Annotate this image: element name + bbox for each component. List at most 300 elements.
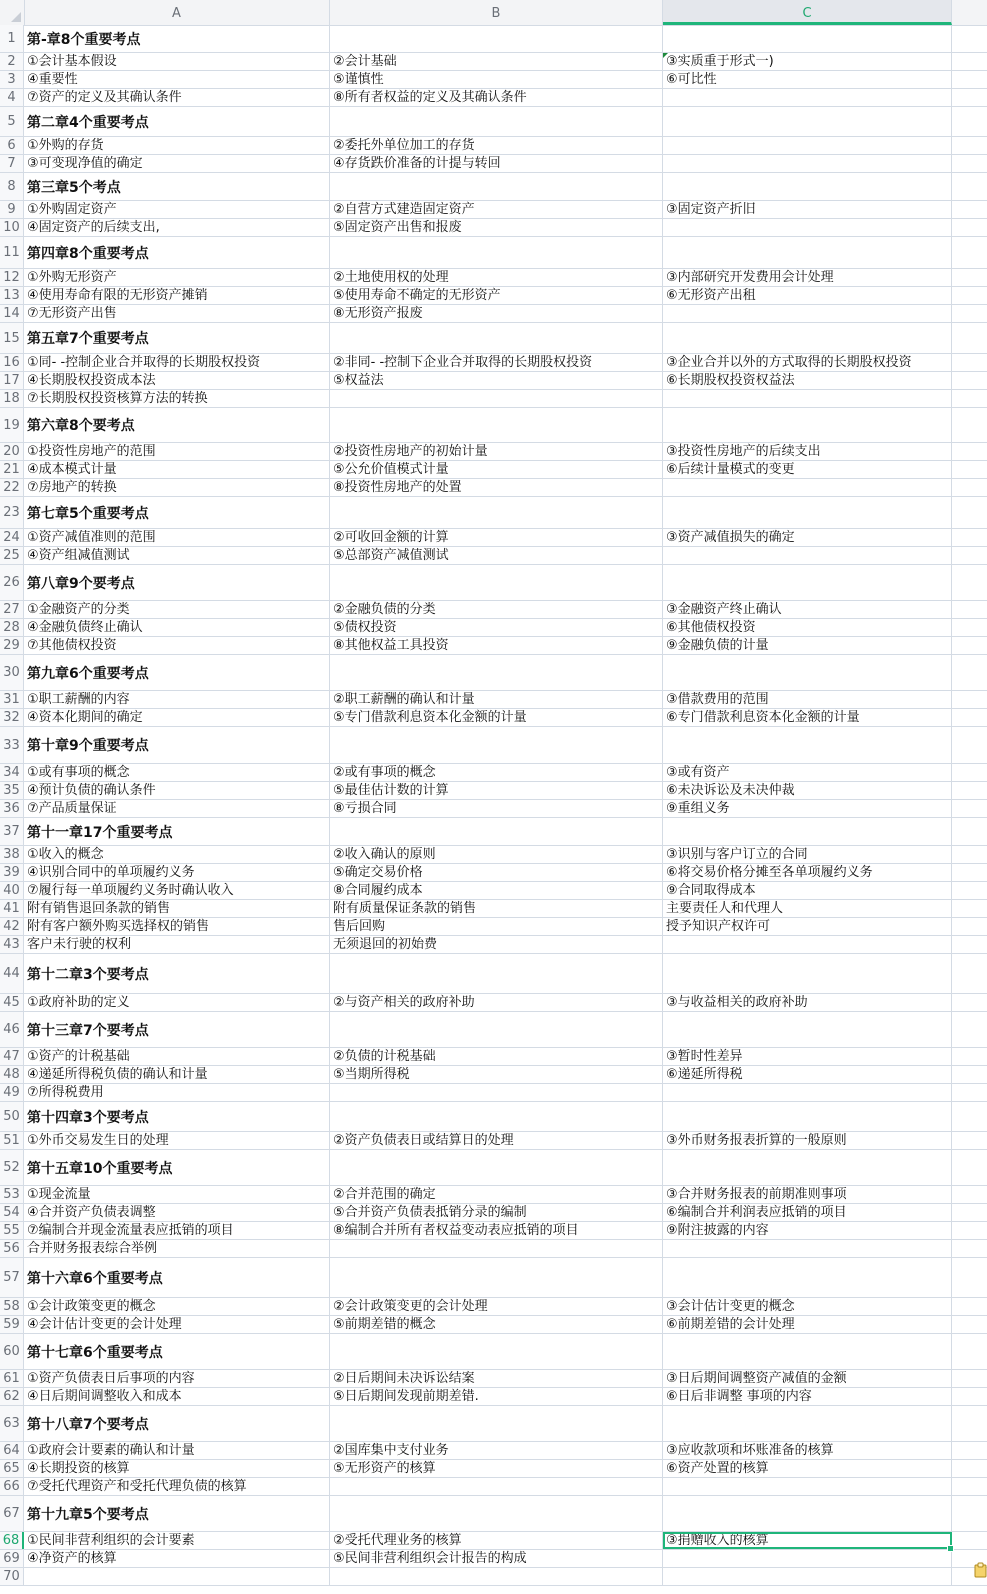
row-header[interactable]: 16 xyxy=(0,354,24,371)
cell-text: 第十章9个重要考点 xyxy=(27,738,149,754)
cell-d[interactable] xyxy=(952,918,987,935)
cell-b[interactable] xyxy=(330,565,663,600)
cell-d[interactable] xyxy=(952,1316,987,1333)
cell-d[interactable] xyxy=(952,954,987,993)
cell-d[interactable] xyxy=(952,1496,987,1531)
cell-d[interactable] xyxy=(952,727,987,763)
cell-c[interactable] xyxy=(663,89,952,106)
row-header[interactable]: 32 xyxy=(0,709,24,726)
fill-handle[interactable] xyxy=(947,1545,954,1552)
cell-d[interactable] xyxy=(952,637,987,654)
chapter-heading-cell[interactable] xyxy=(24,1334,330,1369)
cell-c[interactable] xyxy=(663,1334,952,1369)
row-header[interactable]: 51 xyxy=(0,1132,24,1149)
cell-b[interactable] xyxy=(330,1478,663,1495)
row-header[interactable]: 24 xyxy=(0,529,24,546)
cell-b[interactable] xyxy=(330,1388,663,1405)
paste-options-icon[interactable] xyxy=(974,1562,987,1578)
row-header[interactable]: 27 xyxy=(0,601,24,618)
cell-a[interactable] xyxy=(24,89,330,106)
row-header[interactable]: 64 xyxy=(0,1442,24,1459)
cell-d[interactable] xyxy=(952,1478,987,1495)
row-header[interactable]: 56 xyxy=(0,1240,24,1257)
number-as-text-indicator-icon[interactable] xyxy=(663,53,668,58)
row-header[interactable]: 50 xyxy=(0,1102,24,1131)
row-header[interactable]: 52 xyxy=(0,1150,24,1185)
row-header[interactable]: 35 xyxy=(0,782,24,799)
cell-d[interactable] xyxy=(952,305,987,322)
cell-d[interactable] xyxy=(952,372,987,389)
cell-d[interactable] xyxy=(952,619,987,636)
column-header-a[interactable]: A xyxy=(24,0,330,25)
row-header[interactable]: 55 xyxy=(0,1222,24,1239)
cell-text: ④递延所得税负债的确认和计量 xyxy=(27,1067,208,1082)
cell-c[interactable] xyxy=(663,71,952,88)
row-header[interactable]: 26 xyxy=(0,565,24,600)
cell-c[interactable] xyxy=(663,323,952,353)
cell-c[interactable] xyxy=(663,155,952,172)
row-header[interactable]: 60 xyxy=(0,1334,24,1369)
column-header-b[interactable]: B xyxy=(330,0,663,25)
cell-b[interactable] xyxy=(330,727,663,763)
cell-a[interactable] xyxy=(24,1568,330,1585)
chapter-heading-cell[interactable] xyxy=(24,497,330,528)
cell-d[interactable] xyxy=(952,655,987,690)
row-header[interactable]: 34 xyxy=(0,764,24,781)
row-header[interactable]: 65 xyxy=(0,1460,24,1477)
row-header[interactable]: 8 xyxy=(0,173,24,200)
row-header[interactable]: 42 xyxy=(0,918,24,935)
cell-text: 合并财务报表综合举例 xyxy=(27,1241,158,1256)
cell-b[interactable] xyxy=(330,89,663,106)
row-header[interactable]: 25 xyxy=(0,547,24,564)
row-header[interactable]: 28 xyxy=(0,619,24,636)
cell-c[interactable] xyxy=(663,936,952,953)
cell-b[interactable] xyxy=(330,1084,663,1101)
cell-b[interactable] xyxy=(330,1406,663,1441)
cell-c[interactable] xyxy=(663,497,952,528)
row-header[interactable]: 66 xyxy=(0,1478,24,1495)
cell-d[interactable] xyxy=(952,1334,987,1369)
cell-c[interactable] xyxy=(663,1102,952,1131)
cell-c[interactable] xyxy=(663,107,952,136)
row-header[interactable]: 6 xyxy=(0,137,24,154)
row-header[interactable]: 14 xyxy=(0,305,24,322)
chapter-heading-cell[interactable] xyxy=(24,1012,330,1047)
cell-text: ②资产负债表日或结算日的处理 xyxy=(333,1133,514,1148)
row-header[interactable]: 21 xyxy=(0,461,24,478)
cell-c[interactable] xyxy=(663,1460,952,1477)
row-header[interactable]: 5 xyxy=(0,107,24,136)
cell-b[interactable] xyxy=(330,219,663,236)
cell-d[interactable] xyxy=(952,390,987,407)
cell-b[interactable] xyxy=(330,1240,663,1257)
cell-b[interactable] xyxy=(330,709,663,726)
chapter-heading-cell[interactable] xyxy=(24,237,330,268)
cell-a[interactable] xyxy=(24,547,330,564)
row-header[interactable]: 18 xyxy=(0,390,24,407)
row-header[interactable]: 70 xyxy=(0,1568,24,1585)
row-header[interactable]: 2 xyxy=(0,53,24,70)
cell-c[interactable] xyxy=(663,1316,952,1333)
cell-d[interactable] xyxy=(952,601,987,618)
cell-c[interactable] xyxy=(663,1496,952,1531)
cell-c[interactable] xyxy=(663,994,952,1011)
cell-b[interactable] xyxy=(330,655,663,690)
cell-c[interactable] xyxy=(663,655,952,690)
cell-a[interactable] xyxy=(24,936,330,953)
chapter-heading-cell[interactable] xyxy=(24,408,330,442)
cell-d[interactable] xyxy=(952,1102,987,1131)
cell-d[interactable] xyxy=(952,818,987,845)
row-header[interactable]: 67 xyxy=(0,1496,24,1531)
row-header[interactable]: 39 xyxy=(0,864,24,881)
row-header[interactable]: 30 xyxy=(0,655,24,690)
row-header[interactable]: 15 xyxy=(0,323,24,353)
cell-b[interactable] xyxy=(330,800,663,817)
cell-b[interactable] xyxy=(330,1066,663,1083)
cell-text: ③实质重于形式一) xyxy=(666,54,774,69)
cell-d[interactable] xyxy=(952,782,987,799)
cell-c[interactable] xyxy=(663,800,952,817)
cell-b[interactable] xyxy=(330,1222,663,1239)
cell-d[interactable] xyxy=(952,1186,987,1203)
cell-c[interactable] xyxy=(663,1240,952,1257)
cell-a[interactable] xyxy=(24,709,330,726)
cell-b[interactable] xyxy=(330,954,663,993)
cell-c[interactable] xyxy=(663,1150,952,1185)
cell-a[interactable] xyxy=(24,1316,330,1333)
cell-c[interactable] xyxy=(663,390,952,407)
cell-c[interactable] xyxy=(663,818,952,845)
cell-d[interactable] xyxy=(952,900,987,917)
cell-d[interactable] xyxy=(952,107,987,136)
row-header[interactable]: 17 xyxy=(0,372,24,389)
cell-b[interactable] xyxy=(330,1460,663,1477)
cell-text: ①资产负债表日后事项的内容 xyxy=(27,1371,195,1386)
cell-c[interactable] xyxy=(663,1478,952,1495)
cell-c[interactable] xyxy=(663,219,952,236)
cell-d[interactable] xyxy=(952,994,987,1011)
cell-c[interactable] xyxy=(663,173,952,200)
cell-text: ③暂时性差异 xyxy=(666,1049,743,1064)
cell-c[interactable] xyxy=(663,1550,952,1567)
cell-d[interactable] xyxy=(952,323,987,353)
cell-b[interactable] xyxy=(330,547,663,564)
cell-c[interactable] xyxy=(663,1012,952,1047)
cell-d[interactable] xyxy=(952,882,987,899)
cell-d[interactable] xyxy=(952,269,987,286)
cell-b[interactable] xyxy=(330,173,663,200)
cell-a[interactable] xyxy=(24,1240,330,1257)
cell-c[interactable] xyxy=(663,461,952,478)
row-header[interactable]: 38 xyxy=(0,846,24,863)
chapter-heading-cell[interactable] xyxy=(24,107,330,136)
cell-d[interactable] xyxy=(952,936,987,953)
row-header[interactable]: 44 xyxy=(0,954,24,993)
cell-d[interactable] xyxy=(952,408,987,442)
cell-d[interactable] xyxy=(952,1370,987,1387)
cell-text: ⑥长期股权投资权益法 xyxy=(666,373,795,388)
cell-c[interactable] xyxy=(663,287,952,304)
cell-c[interactable] xyxy=(663,954,952,993)
cell-d[interactable] xyxy=(952,443,987,460)
cell-text: ①会计基本假设 xyxy=(27,54,117,69)
cell-b[interactable] xyxy=(330,390,663,407)
cell-a[interactable] xyxy=(24,1132,330,1149)
chapter-heading-cell[interactable] xyxy=(24,173,330,200)
cell-c[interactable] xyxy=(663,529,952,546)
row-header[interactable]: 1 xyxy=(0,25,24,52)
cell-text: ④长期股权投资成本法 xyxy=(27,373,156,388)
row-header[interactable]: 53 xyxy=(0,1186,24,1203)
cell-text: ③借款费用的范围 xyxy=(666,692,769,707)
cell-text: ②会计基础 xyxy=(333,54,397,69)
cell-c[interactable] xyxy=(663,727,952,763)
cell-d[interactable] xyxy=(952,237,987,268)
cell-b[interactable] xyxy=(330,1258,663,1297)
cell-d[interactable] xyxy=(952,1240,987,1257)
cell-c[interactable] xyxy=(663,137,952,154)
cell-c[interactable] xyxy=(663,547,952,564)
cell-b[interactable] xyxy=(330,305,663,322)
cell-text: ⑧编制合并所有者权益变动表应抵销的项目 xyxy=(333,1223,579,1238)
cell-b[interactable] xyxy=(330,1102,663,1131)
cell-b[interactable] xyxy=(330,107,663,136)
cell-a[interactable] xyxy=(24,994,330,1011)
cell-d[interactable] xyxy=(952,479,987,496)
chapter-heading-cell[interactable] xyxy=(24,655,330,690)
cell-c[interactable] xyxy=(663,479,952,496)
cell-a[interactable] xyxy=(24,1084,330,1101)
cell-a[interactable] xyxy=(24,479,330,496)
chapter-heading-cell[interactable] xyxy=(24,954,330,993)
cell-c[interactable] xyxy=(663,918,952,935)
cell-a[interactable] xyxy=(24,1550,330,1567)
row-header[interactable]: 33 xyxy=(0,727,24,763)
cell-d[interactable] xyxy=(952,709,987,726)
column-header-c[interactable]: C xyxy=(663,0,952,25)
row-header[interactable]: 48 xyxy=(0,1066,24,1083)
cell-text: 第二章4个重要考点 xyxy=(27,114,149,131)
row-header[interactable]: 23 xyxy=(0,497,24,528)
cell-d[interactable] xyxy=(952,89,987,106)
cell-b[interactable] xyxy=(330,936,663,953)
table-row xyxy=(0,1496,987,1532)
row-header[interactable]: 59 xyxy=(0,1316,24,1333)
cell-b[interactable] xyxy=(330,1150,663,1185)
row-header[interactable]: 63 xyxy=(0,1406,24,1441)
cell-c[interactable] xyxy=(663,1406,952,1441)
cell-b[interactable] xyxy=(330,637,663,654)
cell-c[interactable] xyxy=(663,1388,952,1405)
cell-d[interactable] xyxy=(952,1406,987,1441)
cell-text: ④净资产的核算 xyxy=(27,1551,117,1566)
cell-d[interactable] xyxy=(952,1066,987,1083)
cell-b[interactable] xyxy=(330,1132,663,1149)
cell-a[interactable] xyxy=(24,219,330,236)
row-header[interactable]: 41 xyxy=(0,900,24,917)
cell-d[interactable] xyxy=(952,1532,987,1549)
row-header[interactable]: 45 xyxy=(0,994,24,1011)
cell-d[interactable] xyxy=(952,800,987,817)
row-header[interactable]: 46 xyxy=(0,1012,24,1047)
cell-d[interactable] xyxy=(952,287,987,304)
chapter-heading-cell[interactable] xyxy=(24,323,330,353)
cell-text: ⑥后续计量模式的变更 xyxy=(666,462,795,477)
cell-d[interactable] xyxy=(952,1084,987,1101)
row-header[interactable]: 36 xyxy=(0,800,24,817)
column-header-d[interactable] xyxy=(952,0,987,25)
cell-text: ⑤日后期间发现前期差错. xyxy=(333,1389,479,1404)
row-header[interactable]: 43 xyxy=(0,936,24,953)
row-header[interactable]: 62 xyxy=(0,1388,24,1405)
cell-b[interactable] xyxy=(330,25,663,52)
row-header[interactable]: 57 xyxy=(0,1258,24,1297)
cell-b[interactable] xyxy=(330,408,663,442)
cell-b[interactable] xyxy=(330,818,663,845)
cell-c[interactable] xyxy=(663,408,952,442)
row-header[interactable]: 22 xyxy=(0,479,24,496)
cell-d[interactable] xyxy=(952,461,987,478)
cell-c[interactable] xyxy=(663,25,952,52)
cell-c[interactable] xyxy=(663,372,952,389)
cell-b[interactable] xyxy=(330,1550,663,1567)
cell-d[interactable] xyxy=(952,1012,987,1047)
cell-d[interactable] xyxy=(952,1150,987,1185)
cell-d[interactable] xyxy=(952,565,987,600)
cell-c[interactable] xyxy=(663,1132,952,1149)
cell-c[interactable] xyxy=(663,1084,952,1101)
cell-b[interactable] xyxy=(330,155,663,172)
cell-c[interactable] xyxy=(663,1258,952,1297)
cell-d[interactable] xyxy=(952,1298,987,1315)
cell-d[interactable] xyxy=(952,864,987,881)
cell-d[interactable] xyxy=(952,1204,987,1221)
cell-b[interactable] xyxy=(330,994,663,1011)
select-all-corner[interactable] xyxy=(0,0,25,25)
cell-d[interactable] xyxy=(952,1048,987,1065)
cell-d[interactable] xyxy=(952,1442,987,1459)
row-header[interactable]: 58 xyxy=(0,1298,24,1315)
cell-text: ④资本化期间的确定 xyxy=(27,710,143,725)
cell-d[interactable] xyxy=(952,53,987,70)
cell-c[interactable] xyxy=(663,1222,952,1239)
cell-d[interactable] xyxy=(952,1258,987,1297)
cell-b[interactable] xyxy=(330,1496,663,1531)
row-header[interactable]: 10 xyxy=(0,219,24,236)
cell-d[interactable] xyxy=(952,846,987,863)
cell-c[interactable] xyxy=(663,637,952,654)
cell-d[interactable] xyxy=(952,1222,987,1239)
cell-b[interactable] xyxy=(330,1316,663,1333)
row-header[interactable]: 3 xyxy=(0,71,24,88)
cell-d[interactable] xyxy=(952,354,987,371)
row-header[interactable]: 4 xyxy=(0,89,24,106)
cell-b[interactable] xyxy=(330,1568,663,1585)
cell-d[interactable] xyxy=(952,219,987,236)
cell-d[interactable] xyxy=(952,1388,987,1405)
cell-d[interactable] xyxy=(952,691,987,708)
cell-c[interactable] xyxy=(663,1532,952,1549)
cell-b[interactable] xyxy=(330,479,663,496)
row-header[interactable]: 9 xyxy=(0,201,24,218)
cell-d[interactable] xyxy=(952,137,987,154)
row-header[interactable]: 11 xyxy=(0,237,24,268)
cell-text: ⑤无形资产的核算 xyxy=(333,1461,436,1476)
row-header[interactable]: 68 xyxy=(0,1532,24,1549)
chapter-heading-cell[interactable] xyxy=(24,1258,330,1297)
cell-c[interactable] xyxy=(663,305,952,322)
cell-d[interactable] xyxy=(952,764,987,781)
cell-c[interactable] xyxy=(663,201,952,218)
row-header[interactable]: 13 xyxy=(0,287,24,304)
cell-a[interactable] xyxy=(24,637,330,654)
row-header[interactable]: 47 xyxy=(0,1048,24,1065)
row-header[interactable]: 37 xyxy=(0,818,24,845)
chapter-heading-cell[interactable] xyxy=(24,818,330,845)
row-header[interactable]: 54 xyxy=(0,1204,24,1221)
cell-c[interactable] xyxy=(663,709,952,726)
chapter-heading-cell[interactable] xyxy=(24,1406,330,1441)
cell-d[interactable] xyxy=(952,201,987,218)
cell-a[interactable] xyxy=(24,305,330,322)
cell-b[interactable] xyxy=(330,497,663,528)
cell-d[interactable] xyxy=(952,71,987,88)
row-header[interactable]: 31 xyxy=(0,691,24,708)
cell-b[interactable] xyxy=(330,237,663,268)
row-header[interactable]: 49 xyxy=(0,1084,24,1101)
chapter-heading-cell[interactable] xyxy=(24,1102,330,1131)
cell-a[interactable] xyxy=(24,155,330,172)
cell-a[interactable] xyxy=(24,1478,330,1495)
cell-b[interactable] xyxy=(330,1012,663,1047)
cell-a[interactable] xyxy=(24,800,330,817)
cell-b[interactable] xyxy=(330,372,663,389)
cell-d[interactable] xyxy=(952,497,987,528)
chapter-heading-cell[interactable] xyxy=(24,727,330,763)
cell-c[interactable] xyxy=(663,1066,952,1083)
row-header[interactable]: 69 xyxy=(0,1550,24,1567)
chapter-heading-cell[interactable] xyxy=(24,1150,330,1185)
cell-c[interactable] xyxy=(663,237,952,268)
chapter-heading-cell[interactable] xyxy=(24,1496,330,1531)
cell-d[interactable] xyxy=(952,173,987,200)
cell-text: ②受托代理业务的核算 xyxy=(333,1533,462,1548)
cell-b[interactable] xyxy=(330,1334,663,1369)
row-header[interactable]: 20 xyxy=(0,443,24,460)
cell-d[interactable] xyxy=(952,529,987,546)
chapter-heading-cell[interactable] xyxy=(24,565,330,600)
cell-c[interactable] xyxy=(663,565,952,600)
cell-c[interactable] xyxy=(663,1568,952,1585)
cell-b[interactable] xyxy=(330,323,663,353)
row-header[interactable]: 12 xyxy=(0,269,24,286)
row-header[interactable]: 19 xyxy=(0,408,24,442)
row-header[interactable]: 7 xyxy=(0,155,24,172)
row-header[interactable]: 29 xyxy=(0,637,24,654)
cell-a[interactable] xyxy=(24,390,330,407)
row-header[interactable]: 61 xyxy=(0,1370,24,1387)
row-header[interactable]: 40 xyxy=(0,882,24,899)
cell-d[interactable] xyxy=(952,1460,987,1477)
cell-d[interactable] xyxy=(952,1132,987,1149)
chapter-heading-cell[interactable] xyxy=(24,25,330,52)
cell-a[interactable] xyxy=(24,1388,330,1405)
cell-d[interactable] xyxy=(952,25,987,52)
cell-d[interactable] xyxy=(952,547,987,564)
cell-d[interactable] xyxy=(952,155,987,172)
